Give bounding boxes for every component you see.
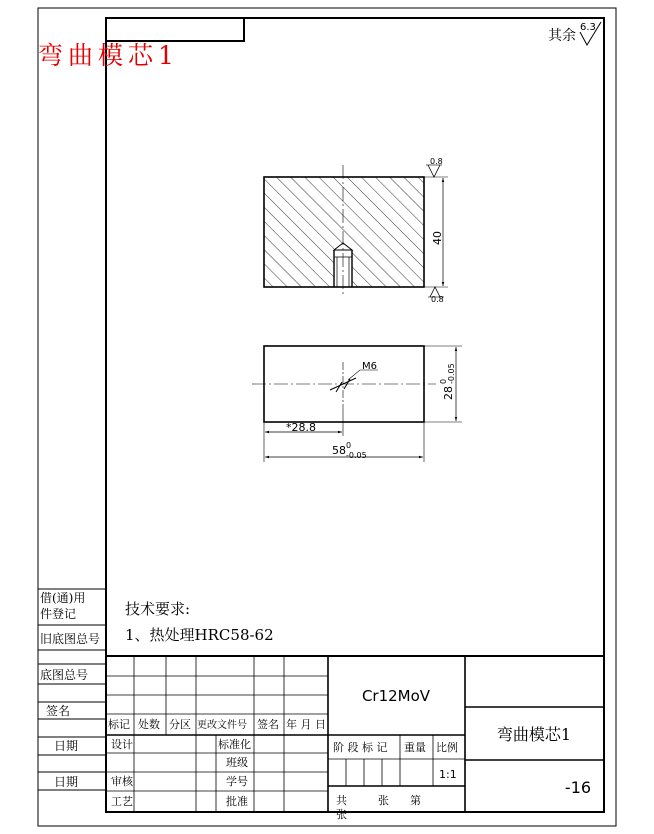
tb-standardize: 标准化 xyxy=(218,738,251,751)
top-roughness-icon xyxy=(428,165,440,177)
left-old-drawing-no: 旧底图总号 xyxy=(40,632,101,646)
tb-sheet-unit: 张 xyxy=(378,794,389,807)
height-dim-text: 40 xyxy=(431,231,444,245)
left-date2: 日期 xyxy=(54,775,79,789)
tech-requirements-heading: 技术要求: xyxy=(125,600,191,618)
top-roughness-value: 0.8 xyxy=(430,157,443,166)
left-borrow-line1: 借(通)用 xyxy=(40,591,86,605)
width-tol-lower: -0.05 xyxy=(447,363,456,384)
outer-border xyxy=(38,8,616,826)
tb-sheet-unit2: 张 xyxy=(336,808,347,821)
tb-part-name: 弯曲模芯1 xyxy=(496,725,572,744)
rev-header-sign: 签名 xyxy=(257,718,279,731)
rev-header-count: 处数 xyxy=(138,718,160,731)
tb-stage-mark: 阶 段 标 记 xyxy=(333,741,388,754)
rest-roughness-value: 6.3 xyxy=(580,22,596,33)
width-tol-upper: 0 xyxy=(439,378,448,384)
part-title: 弯曲模芯1 xyxy=(38,41,179,70)
top-left-code-box xyxy=(106,18,244,41)
top-view xyxy=(252,346,462,462)
offset-dim-text: *28.8 xyxy=(286,421,316,434)
tb-drawing-no: -16 xyxy=(564,778,592,797)
left-borrow-line2: 件登记 xyxy=(40,607,77,621)
rev-header-doc: 更改文件号 xyxy=(197,720,247,731)
tb-student-no: 学号 xyxy=(226,775,248,788)
tech-requirement-item: 1、热处理HRC58-62 xyxy=(125,626,274,644)
length-tol-lower: -0.05 xyxy=(346,451,367,460)
hole-label: M6 xyxy=(362,361,377,372)
tb-ratio: 比例 xyxy=(436,741,458,754)
tb-material: Cr12MoV xyxy=(361,687,431,705)
rev-header-date: 年 月 日 xyxy=(286,718,326,731)
length-tol-upper: 0 xyxy=(346,441,352,450)
rev-header-zone: 分区 xyxy=(169,718,191,731)
bottom-roughness-value: 0.8 xyxy=(431,295,444,304)
tb-sheet-no: 第 xyxy=(410,794,421,807)
rev-header-mark: 标记 xyxy=(108,718,130,731)
width-dim-text: 28 xyxy=(442,386,455,400)
tb-design: 设计 xyxy=(111,738,133,751)
tb-weight: 重量 xyxy=(404,741,426,754)
tb-review: 审核 xyxy=(111,775,133,788)
left-date1: 日期 xyxy=(54,739,79,753)
tb-process: 工艺 xyxy=(111,795,133,808)
length-dim-text: 58 xyxy=(332,444,346,457)
left-signature: 签名 xyxy=(46,704,71,718)
inner-frame xyxy=(106,18,604,812)
tb-team: 班级 xyxy=(226,756,248,769)
front-view xyxy=(264,157,448,304)
tb-approve: 批准 xyxy=(226,795,248,808)
left-base-drawing-no: 底图总号 xyxy=(40,668,89,682)
tb-scale: 1:1 xyxy=(439,768,457,781)
rest-roughness-label: 其余 xyxy=(548,28,576,44)
tb-sheet-total: 共 xyxy=(336,794,347,807)
